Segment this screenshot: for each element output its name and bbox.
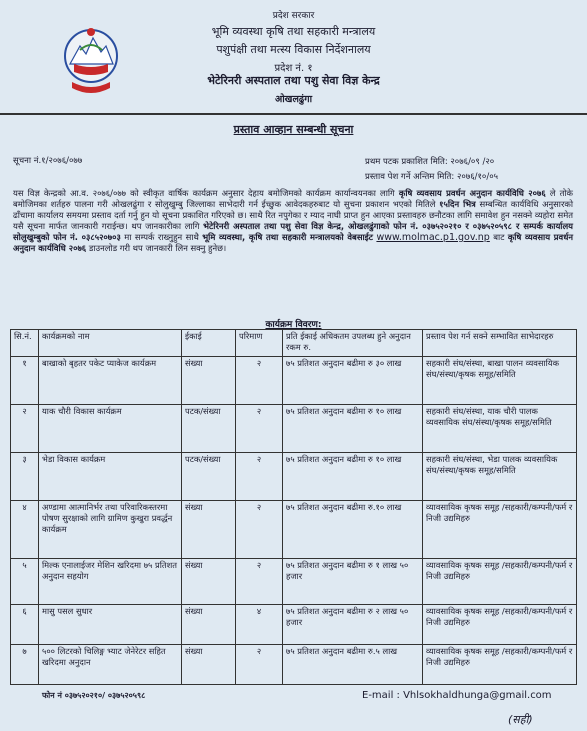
- cell-serial: ३: [11, 453, 39, 501]
- cell-partners: व्यावसायिक कृषक समूह /सहकारी/कम्पनी/फर्म र निजी उद्यमिहरु: [423, 559, 577, 605]
- cell-serial: ५: [11, 559, 39, 605]
- proposal-deadline-date: प्रस्ताव पेश गर्ने अन्तिम मिति: २०७६/१०/०५: [365, 172, 499, 182]
- cell-unit: संख्या: [182, 559, 236, 605]
- header-office-name: भेटेरिनरी अस्पताल तथा पशु सेवा विज्ञ केन्द्र: [207, 74, 380, 87]
- cell-unit: संख्या: [182, 605, 236, 645]
- cell-quantity: २: [236, 453, 283, 501]
- cell-unit: संख्या: [182, 645, 236, 685]
- cell-quantity: ४: [236, 605, 283, 645]
- table-row: [11, 453, 577, 501]
- cell-program-name: मासु पसल सुधार: [39, 605, 182, 645]
- cell-unit: संख्या: [182, 501, 236, 559]
- cell-serial: ६: [11, 605, 39, 645]
- cell-grant-amount: ७५ प्रतिशत अनुदान बढीमा रु २ लाख ५० हजार: [283, 605, 423, 645]
- cell-partners: व्यावसायिक कृषक समूह /सहकारी/कम्पनी/फर्म र निजी उद्यमिहरु: [423, 605, 577, 645]
- cell-partners: सहकारी संघ/संस्था, भेडा पालक व्यवसायिक संघ/संस्था/कृषक समूह/समिति: [423, 453, 577, 501]
- table-row: [11, 645, 577, 685]
- header-province-government: प्रदेश सरकार: [272, 11, 315, 21]
- cell-grant-amount: ७५ प्रतिशत अनुदान बढीमा रु.१० लाख: [283, 501, 423, 559]
- table-row: [11, 605, 577, 645]
- cell-program-name: ५०० लिटरको चिलिङ्ग भ्याट जेनेरेटर सहित खरिदमा अनुदान: [39, 645, 182, 685]
- cell-grant-amount: ७५ प्रतिशत अनुदान बढीमा रु १० लाख: [283, 405, 423, 453]
- header-divider: [0, 113, 587, 115]
- cell-serial: ७: [11, 645, 39, 685]
- cell-program-name: याक चौरी विकास कार्यक्रम: [39, 405, 182, 453]
- cell-grant-amount: ७५ प्रतिशत अनुदान बढीमा रु १ लाख ५० हजार: [283, 559, 423, 605]
- cell-unit: पटक/संख्या: [182, 453, 236, 501]
- cell-program-name: भेडा विकास कार्यक्रम: [39, 453, 182, 501]
- col-partners-header: प्रस्ताव पेश गर्न सक्ने सम्भावित साभेदारहरु: [423, 330, 577, 357]
- cell-partners: सहकारी संघ/संस्था, बाखा पालन व्यवसायिक संघ/संस्था/कृषक समूह/समिति: [423, 357, 577, 405]
- cell-unit: पटक/संख्या: [182, 405, 236, 453]
- col-program-name-header: कार्यक्रमको नाम: [39, 330, 182, 357]
- notice-title: प्रस्ताव आव्हान सम्बन्धी सूचना: [233, 123, 354, 136]
- cell-grant-amount: ७५ प्रतिशत अनुदान बढीमा रु ३० लाख: [283, 357, 423, 405]
- notice-dates: [365, 155, 498, 185]
- cell-partners: व्यावसायिक कृषक समूह /सहकारी/कम्पनी/फर्म र निजी उद्यमिहरु: [423, 645, 577, 685]
- cell-program-name: मिल्क एनालाईजर मेशिन खरिदमा ७५ प्रतिशत अनुदान सहयोग: [39, 559, 182, 605]
- header-directorate: पशुपंक्षी तथा मत्स्य विकास निर्देशनालय: [216, 43, 371, 56]
- table-header-row: [11, 330, 577, 357]
- cell-quantity: २: [236, 645, 283, 685]
- program-table: [10, 329, 577, 685]
- cell-serial: २: [11, 405, 39, 453]
- header-district: ओखलढुंगा: [274, 94, 313, 105]
- cell-program-name: बाखाको बृहतर पकेट प्याकेज कार्यक्रम: [39, 357, 182, 405]
- col-quantity-header: परिमाण: [236, 330, 283, 357]
- footer-phone: फोन नं ०३७५२०२१०/ ०३७५२०५९८: [42, 691, 146, 700]
- ministry-website-link[interactable]: www.molmac.p1.gov.np: [376, 232, 490, 243]
- cell-partners: व्यावसायिक कृषक समूह /सहकारी/कम्पनी/फर्म र निजी उद्यमिहरु: [423, 501, 577, 559]
- cell-quantity: २: [236, 357, 283, 405]
- cell-program-name: अण्डामा आत्मानिर्भर तथा परिवारिकस्तरमा पोषण सुरक्षाको लागि ग्रामिण कुखुरा प्रवर्द्धन कार्यक्रम: [39, 501, 182, 559]
- table-row: [11, 357, 577, 405]
- notice-reference-number: सूचना नं.१/२०७६/०७७: [13, 156, 83, 166]
- program-table-caption: कार्यक्रम विवरण:: [265, 320, 322, 330]
- first-published-date: प्रथम पटक प्रकाशित मिति: २०७६/०९ /२०: [365, 157, 495, 167]
- col-unit-header: ईकाई: [182, 330, 236, 357]
- header-province-number: प्रदेश नं. १: [274, 63, 313, 74]
- cell-quantity: २: [236, 501, 283, 559]
- cell-serial: १: [11, 357, 39, 405]
- col-grant-amount-header: प्रति ईकाई अधिकतम उपलब्ध हुने अनुदान रकम रु.: [283, 330, 423, 357]
- footer-email[interactable]: E-mail : Vhlsokhaldhunga@gmail.com: [362, 690, 552, 701]
- cell-quantity: २: [236, 559, 283, 605]
- signature: (सही): [508, 713, 533, 726]
- col-serial-header: सि.नं.: [11, 330, 39, 357]
- cell-unit: संख्या: [182, 357, 236, 405]
- table-row: [11, 501, 577, 559]
- table-row: [11, 559, 577, 605]
- cell-partners: सहकारी संघ/संस्था, याक चौरी पालक व्यवसायिक संघ/संस्था/कृषक समूह/समिति: [423, 405, 577, 453]
- cell-grant-amount: ७५ प्रतिशत अनुदान बढीमा रु १० लाख: [283, 453, 423, 501]
- notice-body: यस विज्ञ केन्द्रको आ.व. २०७६/०७७ को स्वीकृत वार्षिक कार्यक्रम अनुसार देहाय बमोजिमको कार्यक्रम कार्यान्वयनका लागि कृषि व्यवसाय प्रवर्धन अनुदान कार्यविधि २०७६ ले तोके बमोजिमका शर्तहरु पालना गरी ओखलढुंगा र सोलुखुम्बु जिल्लाका साभेदारी गर्न ईच्छुक आवेदकहरुबाट यो सुचना प्रकाशन भएको मितिले १५दिन भित्र सम्बन्धित कार्यविधि अनुसारको ढाँचामा कार्यालय समयमा प्रस्ताव दर्ता गर्नु हुन यो सूचना प्रकाशित गरिएको छ। साथै रित नपुगेका र म्याद नाघी प्राप्त हुन आएका प्रस्तावहरु छनौटका लागि समावेश हुन नसक्ने व्यहोरा समेत यसै सूचना मार्फत जानकारी गराईन्छ। थप जानकारीका लागि भेटेरिनरी अस्पताल तथा पशु सेवा विज्ञ केन्द्र, ओखलढुंगाको फोन नं. ०३७५२०२१० र ०३७५२०५९८ र सम्पर्क कार्यालय सोलुखुम्बुको फोन नं. ०३८५२०७०३ मा सम्पर्क राख्नुहुन साथै भूमि व्यवस्था, कृषि तथा सहकारी मन्त्रालयको वेबसाईट www.molmac.p1.gov.np बाट कृषि व्यवसाय प्रवर्धन अनुदान कार्यविधि २०७६ डाउनलोड गरी थप जानकारी लिन सक्नु हुनेछ।: [13, 188, 574, 253]
- table-row: [11, 405, 577, 453]
- cell-grant-amount: ७५ प्रतिशत अनुदान बढीमा रु.५ लाख: [283, 645, 423, 685]
- cell-quantity: २: [236, 405, 283, 453]
- cell-serial: ४: [11, 501, 39, 559]
- header-ministry: भूमि व्यवस्था कृषि तथा सहकारी मन्त्रालय: [211, 25, 376, 38]
